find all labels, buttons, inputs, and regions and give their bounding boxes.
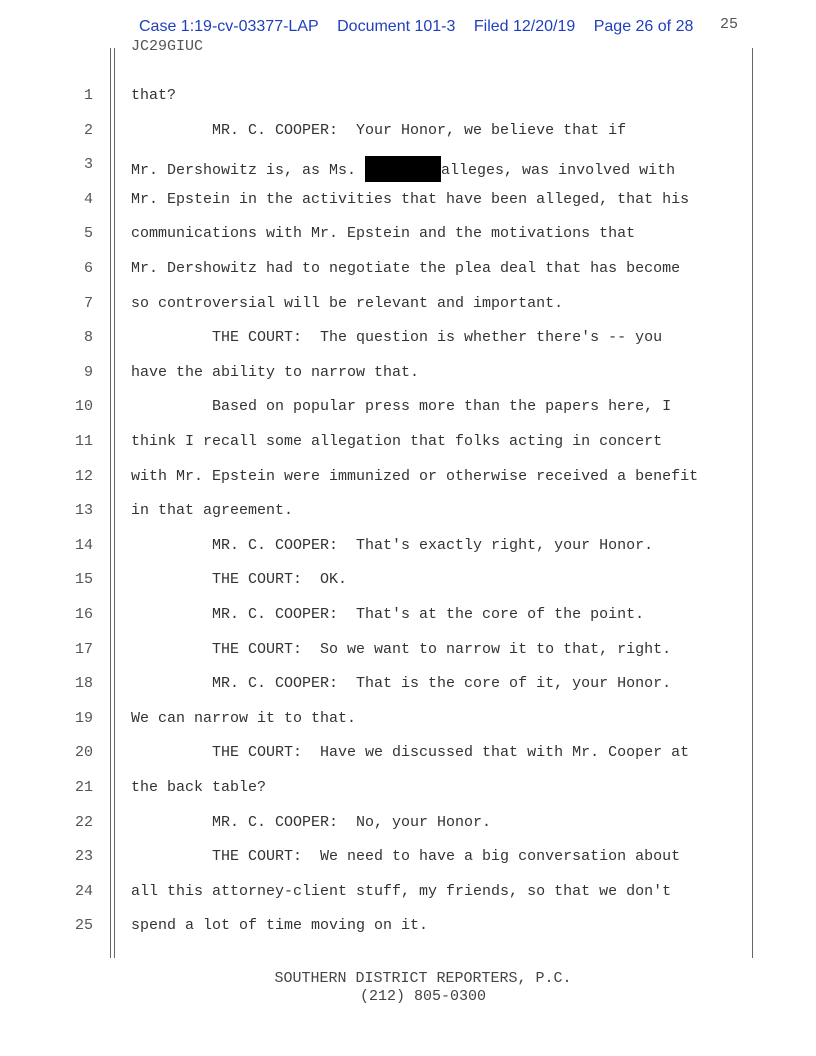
transcript-line <box>131 156 675 182</box>
transcript-page-number: 25 <box>720 16 739 33</box>
transcript-line: MR. C. COOPER: No, your Honor. <box>131 813 492 831</box>
line-number: 3 <box>83 156 93 174</box>
transcript-line: all this attorney-client stuff, my friends, so that we don't <box>131 882 672 900</box>
line-number: 1 <box>83 87 93 104</box>
line-number: 9 <box>83 363 93 381</box>
line-number: 12 <box>74 467 93 485</box>
line-number: 11 <box>74 433 93 450</box>
transcript-line: think I recall some allegation that folks acting in concert <box>131 433 663 450</box>
transcript-line: THE COURT: OK. <box>131 571 348 589</box>
transcript-line: THE COURT: We need to have a big conversation about <box>131 848 681 866</box>
line-number: 25 <box>74 917 93 935</box>
line-number: 21 <box>74 779 93 796</box>
transcript-line: communications with Mr. Epstein and the motivations that <box>131 225 636 243</box>
filed-date: Filed 12/20/19 <box>473 18 576 35</box>
line-number: 2 <box>83 121 93 139</box>
transcript-line: with Mr. Epstein were immunized or otherwise received a benefit <box>131 467 699 485</box>
transcript-line: spend a lot of time moving on it. <box>131 917 429 935</box>
transcript-line: Mr. Dershowitz had to negotiate the plea deal that has become <box>131 260 681 277</box>
case-number: Case 1:19-cv-03377-LAP <box>139 18 319 35</box>
line-number: 5 <box>83 225 93 243</box>
left-margin-rule <box>110 48 111 958</box>
footer-phone: (212) 805-0300 <box>359 988 487 1005</box>
transcript-line: MR. C. COOPER: Your Honor, we believe that if <box>131 121 627 139</box>
line-number: 17 <box>74 640 93 658</box>
transcript-line: MR. C. COOPER: That is the core of it, your Honor. <box>131 675 672 693</box>
transcript-line: MR. C. COOPER: That's at the core of the point. <box>131 606 645 623</box>
line-number: 8 <box>83 329 93 347</box>
case-code: JC29GIUC <box>131 38 204 55</box>
transcript-line: so controversial will be relevant and important. <box>131 294 564 312</box>
line-number: 15 <box>74 571 93 589</box>
transcript-line: that? <box>131 87 177 104</box>
line-number: 13 <box>74 502 93 520</box>
line-number: 7 <box>83 294 93 312</box>
transcript-line: have the ability to narrow that. <box>131 363 420 381</box>
transcript-line: We can narrow it to that. <box>131 709 357 727</box>
transcript-line: Based on popular press more than the papers here, I <box>131 398 672 416</box>
line-number: 16 <box>74 606 93 623</box>
page-of-pages: Page 26 of 28 <box>593 18 694 35</box>
line-number: 23 <box>74 848 93 866</box>
line-text-before-redaction: Mr. Dershowitz is, as Ms. <box>131 162 366 180</box>
transcript-line: THE COURT: So we want to narrow it to that, right. <box>131 640 672 658</box>
transcript-line: Mr. Epstein in the activities that have been alleged, that his <box>131 190 690 208</box>
line-number: 19 <box>74 709 93 727</box>
line-number: 22 <box>74 813 93 831</box>
redaction-box <box>365 156 441 182</box>
line-number: 14 <box>74 536 93 554</box>
left-margin-rule-inner <box>114 48 115 958</box>
line-number: 4 <box>83 190 93 208</box>
transcript-line: THE COURT: The question is whether there's -- you <box>131 329 663 347</box>
transcript-line: THE COURT: Have we discussed that with Mr. Cooper at <box>131 744 690 762</box>
footer-reporter: SOUTHERN DISTRICT REPORTERS, P.C. <box>274 970 572 987</box>
transcript-line: the back table? <box>131 779 267 796</box>
right-margin-rule <box>752 48 753 958</box>
line-number: 18 <box>74 675 93 693</box>
line-text-after-redaction: alleges, was involved with <box>441 162 676 180</box>
document-number: Document 101-3 <box>337 18 456 35</box>
transcript-line: MR. C. COOPER: That's exactly right, your Honor. <box>131 536 654 554</box>
line-number: 20 <box>74 744 93 762</box>
line-number: 6 <box>83 260 93 277</box>
filing-stamp <box>139 18 707 36</box>
transcript-line: in that agreement. <box>131 502 294 520</box>
line-number: 24 <box>74 882 93 900</box>
line-number: 10 <box>74 398 93 416</box>
